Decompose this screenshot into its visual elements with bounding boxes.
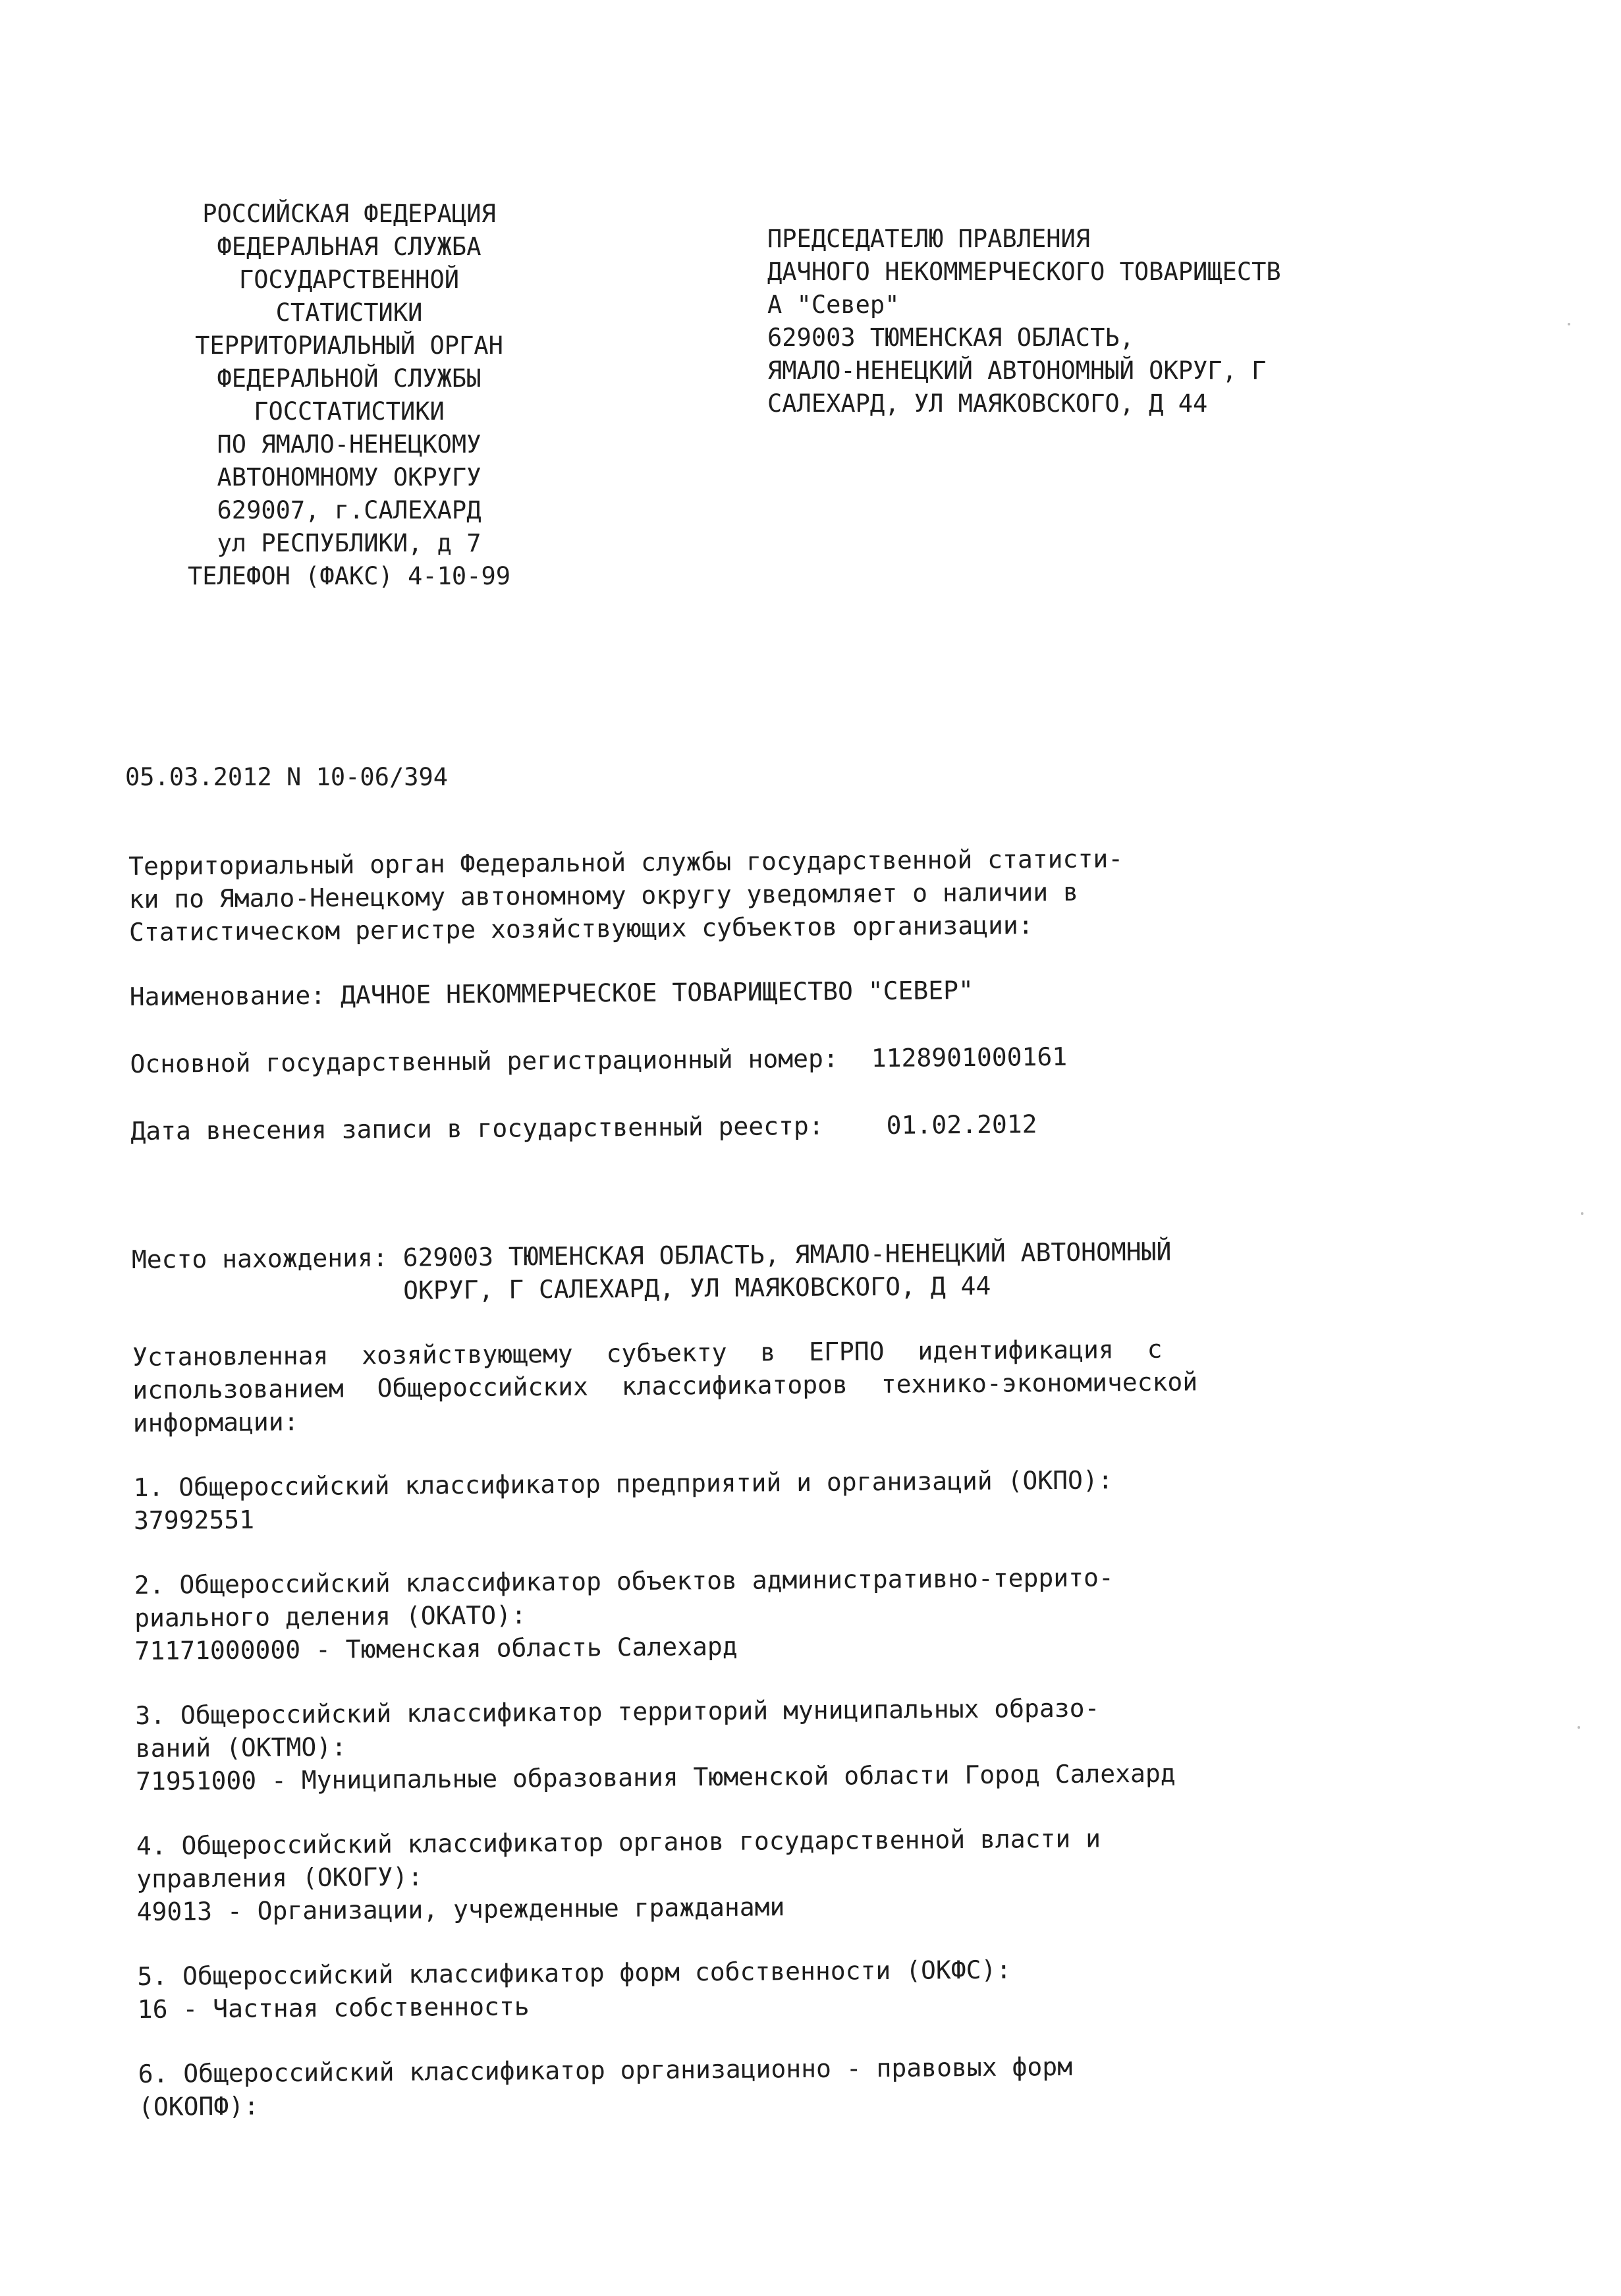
location-value-line: ОКРУГ, Г САЛЕХАРД, УЛ МАЯКОВСКОГО, Д 44 bbox=[402, 1271, 991, 1305]
identification-line: использованием Общероссийских классификаторов технико-экономической bbox=[132, 1367, 1198, 1405]
recipient-line: А "Север" bbox=[767, 291, 900, 319]
classifier-item-okopf bbox=[138, 2046, 1535, 2123]
ogrn-label: Основной государственный регистрационный номер: bbox=[130, 1044, 838, 1078]
registry-date-value: 01.02.2012 bbox=[886, 1109, 1037, 1140]
classifier-line: риального деления (ОКАТО): bbox=[134, 1600, 527, 1633]
sender-line: СТАТИСТИКИ bbox=[275, 298, 423, 327]
org-name-value: ДАЧНОЕ НЕКОММЕРЧЕСКОЕ ТОВАРИЩЕСТВО "СЕВЕР" bbox=[340, 975, 974, 1010]
intro-line: Статистическом регистре хозяйствующих субъектов организации: bbox=[128, 910, 1033, 947]
recipient-address bbox=[767, 223, 1525, 420]
classifier-line: 3. Общероссийский классификатор территорий муниципальных образо- bbox=[135, 1693, 1100, 1730]
registry-date-label: Дата внесения записи в государственный реестр: bbox=[130, 1111, 824, 1146]
classifier-line: 4. Общероссийский классификатор органов государственной власти и bbox=[136, 1824, 1101, 1861]
sender-line: ГОСУДАРСТВЕННОЙ bbox=[238, 266, 460, 294]
sender-line: ПО ЯМАЛО-НЕНЕЦКОМУ bbox=[217, 430, 481, 459]
sender-line: 629007, г.САЛЕХАРД bbox=[217, 496, 481, 524]
identification-line: Установленная хозяйствующему субъекту в ЕГРПО идентификация с bbox=[132, 1334, 1163, 1372]
classifier-item-okfs bbox=[137, 1949, 1534, 2026]
sender-line: АВТОНОМНОМУ ОКРУГУ bbox=[217, 463, 481, 491]
intro-line: Территориальный орган Федеральной службы государственной статисти- bbox=[128, 844, 1124, 881]
sender-line: РОССИЙСКАЯ ФЕДЕРАЦИЯ bbox=[202, 200, 496, 228]
classifier-line: 2. Общероссийский классификатор объектов административно-террито- bbox=[134, 1563, 1114, 1600]
classifier-line: ваний (ОКТМО): bbox=[135, 1732, 347, 1763]
sender-line: ФЕДЕРАЛЬНАЯ СЛУЖБА bbox=[217, 233, 481, 261]
letter-body bbox=[128, 839, 1535, 2123]
classifier-item-oktmo bbox=[135, 1688, 1532, 1798]
scan-speck bbox=[1568, 323, 1570, 325]
scan-speck bbox=[1578, 1726, 1580, 1729]
letter-date-number: 05.03.2012 N 10-06/394 bbox=[125, 763, 449, 791]
scan-speck bbox=[1581, 1212, 1583, 1215]
ogrn-value: 1128901000161 bbox=[871, 1042, 1068, 1073]
sender-line: ул РЕСПУБЛИКИ, д 7 bbox=[217, 529, 481, 557]
classifier-line: управления (ОКОГУ): bbox=[136, 1862, 424, 1893]
sender-header bbox=[132, 198, 566, 593]
sender-line: ТЕЛЕФОН (ФАКС) 4-10-99 bbox=[187, 562, 511, 590]
sender-line: ФЕДЕРАЛЬНОЙ СЛУЖБЫ bbox=[217, 364, 481, 393]
classifier-line: 1. Общероссийский классификатор предприятий и организаций (ОКПО): bbox=[133, 1465, 1113, 1502]
recipient-line: САЛЕХАРД, УЛ МАЯКОВСКОГО, Д 44 bbox=[767, 389, 1208, 418]
classifier-line: 37992551 bbox=[133, 1505, 255, 1535]
location-label: Место нахождения: bbox=[131, 1243, 388, 1274]
classifier-line: 6. Общероссийский классификатор организационно - правовых форм bbox=[138, 2052, 1073, 2088]
classifier-line: 16 - Частная собственность bbox=[137, 1992, 530, 2024]
recipient-line: 629003 ТЮМЕНСКАЯ ОБЛАСТЬ, bbox=[767, 323, 1134, 352]
org-name-label: Наименование: bbox=[129, 980, 326, 1011]
sender-line: ТЕРРИТОРИАЛЬНЫЙ ОРГАН bbox=[195, 331, 503, 360]
recipient-line: ДАЧНОГО НЕКОММЕРЧЕСКОГО ТОВАРИЩЕСТВ bbox=[767, 258, 1281, 286]
classifier-item-okato bbox=[134, 1557, 1531, 1667]
classifier-line: 49013 - Организации, учрежденные гражданами bbox=[136, 1892, 785, 1926]
location-row bbox=[132, 1232, 1529, 1309]
recipient-line: ПРЕДСЕДАТЕЛЮ ПРАВЛЕНИЯ bbox=[767, 225, 1091, 253]
intro-line: ки по Ямало-Ненецкому автономному округу уведомляет о наличии в bbox=[128, 877, 1079, 914]
identification-line: информации: bbox=[132, 1407, 299, 1438]
classifier-line: 71171000000 - Тюменская область Салехард bbox=[134, 1631, 738, 1666]
sender-line: ГОССТАТИСТИКИ bbox=[254, 397, 445, 426]
classifier-line: 5. Общероссийский классификатор форм собственности (ОКФС): bbox=[137, 1955, 1012, 1991]
recipient-line: ЯМАЛО-НЕНЕЦКИЙ АВТОНОМНЫЙ ОКРУГ, Г bbox=[767, 356, 1267, 385]
classifier-item-okogu bbox=[136, 1818, 1533, 1928]
classifier-item-okpo bbox=[133, 1460, 1530, 1537]
location-value-line: 629003 ТЮМЕНСКАЯ ОБЛАСТЬ, ЯМАЛО-НЕНЕЦКИЙ АВТОНОМНЫЙ bbox=[402, 1237, 1172, 1272]
classifier-line: 71951000 - Муниципальные образования Тюменской области Город Салехард bbox=[135, 1758, 1176, 1796]
classifier-line: (ОКОПФ): bbox=[138, 2091, 260, 2121]
